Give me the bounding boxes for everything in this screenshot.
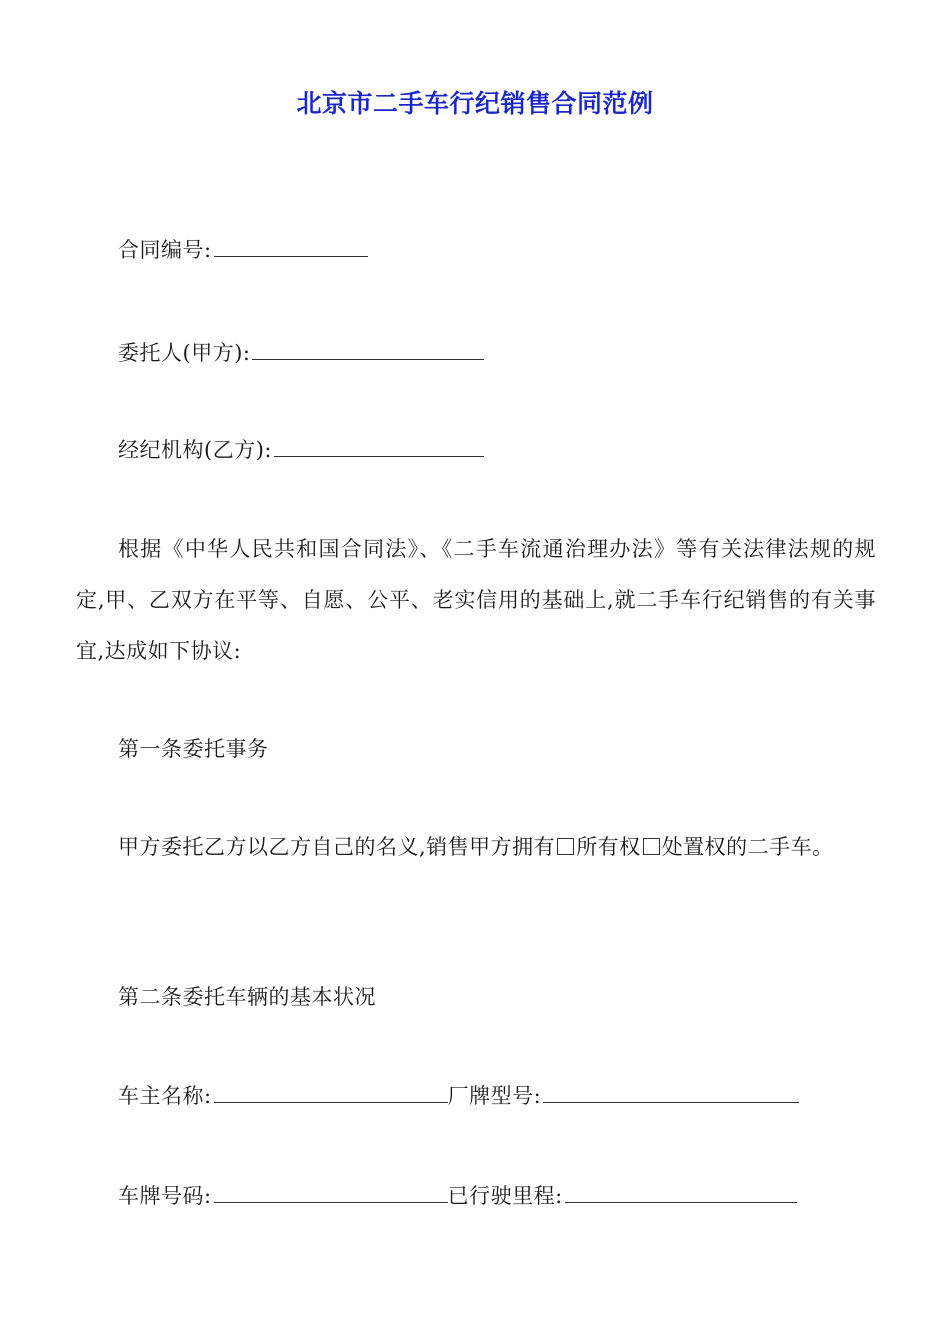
- mileage-blank: [565, 1184, 797, 1203]
- party-b-line: [118, 436, 484, 464]
- article-2-heading: 第二条委托车辆的基本状况: [118, 985, 376, 1009]
- article-1-text: [118, 833, 834, 861]
- checkbox-disposal-right: [643, 838, 660, 855]
- owner-brand-line: [118, 1082, 799, 1110]
- plate-number-label: 车牌号码:: [118, 1184, 212, 1208]
- article-1-text-part1: 甲方委托乙方以乙方自己的名义,销售甲方拥有: [118, 835, 556, 859]
- party-b-blank: [274, 438, 484, 457]
- article-1-heading: 第一条委托事务: [118, 737, 269, 761]
- preamble-paragraph: 根据《中华人民共和国合同法》、《二手车流通治理办法》等有关法律法规的规定,甲、乙双方在平等、自愿、公平、老实信用的基础上,就二手车行纪销售的有关事宜,达成如下协议:: [76, 537, 876, 663]
- party-a-line: [118, 339, 484, 367]
- owner-name-label: 车主名称:: [118, 1084, 212, 1108]
- brand-model-blank: [543, 1084, 799, 1103]
- contract-number-line: [118, 236, 368, 264]
- article-1-option1: 所有权: [576, 835, 641, 859]
- plate-number-blank: [214, 1184, 448, 1203]
- owner-name-blank: [214, 1084, 448, 1103]
- article-1-text-part2: 处置权的二手车。: [661, 835, 834, 859]
- plate-mileage-line: [118, 1182, 797, 1210]
- brand-model-label: 厂牌型号:: [447, 1084, 542, 1108]
- contract-number-label: 合同编号:: [118, 238, 212, 262]
- party-a-blank: [252, 341, 484, 360]
- party-a-label: 委托人(甲方):: [118, 341, 251, 365]
- contract-number-blank: [214, 238, 368, 257]
- document-title: 北京市二手车行纪销售合同范例: [296, 89, 654, 118]
- party-b-label: 经纪机构(乙方):: [118, 438, 272, 462]
- mileage-label: 已行驶里程:: [447, 1184, 563, 1208]
- checkbox-ownership: [557, 838, 574, 855]
